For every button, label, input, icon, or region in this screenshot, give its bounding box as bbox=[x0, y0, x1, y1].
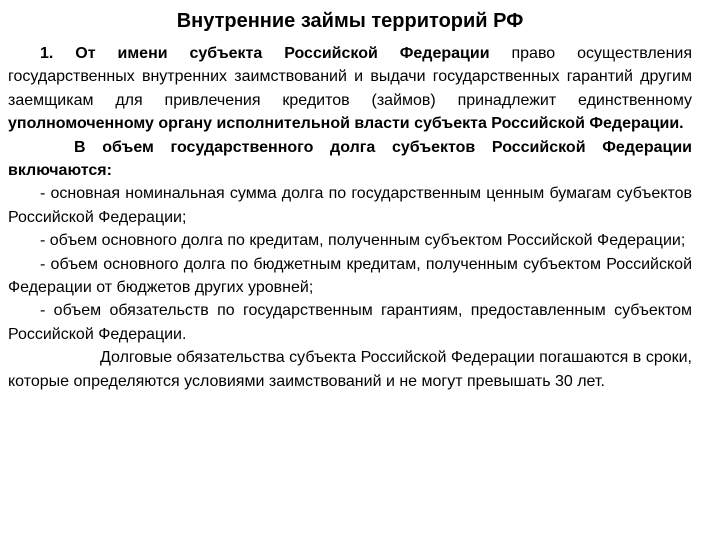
list-item: - объем обязательств по государственным гарантиям, предоставленным субъектом Российской Федерации. bbox=[8, 302, 692, 343]
paragraph-authority bbox=[8, 42, 692, 136]
paragraph-authority-lead: 1. От имени субъекта Российской Федерации bbox=[40, 45, 490, 62]
list-item: - объем основного долга по бюджетным кредитам, полученным субъектом Российской Федерации от бюджетов других уровней; bbox=[8, 255, 692, 297]
list-item: - объем основного долга по кредитам, полученным субъектом Российской Федерации; bbox=[40, 232, 686, 250]
slide-title: Внутренние займы территорий РФ bbox=[176, 10, 524, 32]
paragraph-debt-composition: В объем государственного долга субъектов Российской Федерации включаются: bbox=[8, 138, 692, 180]
paragraph-authority-body: право осуществления государственных внутренних заимствований и выдачи государственных гарантий другим заемщикам для привлечения кредитов (займов) принадлежит единственному bbox=[8, 45, 693, 109]
paragraph-authority-tail: уполномоченному органу исполнительной власти субъекта Российской Федерации. bbox=[8, 115, 684, 133]
list-item: - основная номинальная сумма долга по государственным ценным бумагам субъектов Российской Федерации; bbox=[8, 185, 692, 226]
paragraph-repayment: Долговые обязательства субъекта Российской Федерации погашаются в сроки, которые определяются условиями заимствований и не могут превышать 30 лет. bbox=[8, 349, 692, 390]
slide-content bbox=[8, 42, 692, 393]
